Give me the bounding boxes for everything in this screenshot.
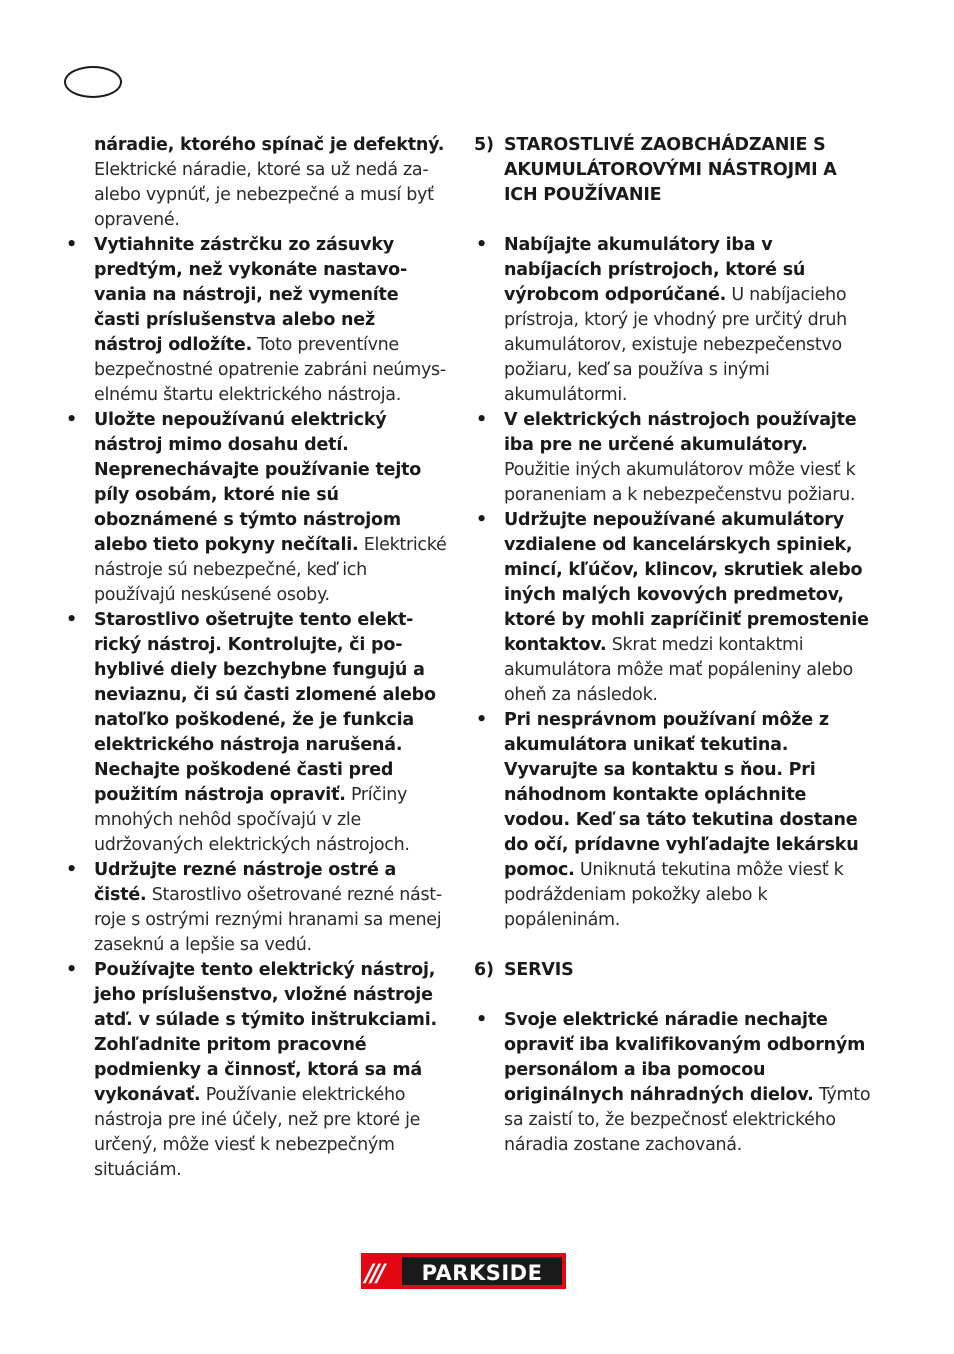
- body-text: Skrat medzi kontaktmi akumulátora môže mať popáleniny alebo oheň za následok.: [504, 635, 853, 705]
- bullet-item: [64, 608, 448, 858]
- bold-text: Používajte tento elektrický nástroj, jeho príslušenstvo, vložné nástroje atď. v súlade s týmito inštrukciami. Zohľadnite pritom pracovné podmienky a činnosť, ktorá sa má vykonávať.: [94, 960, 437, 1105]
- body-text: Príčiny mnohých nehôd spočívajú v zle udržovaných elektrických nástrojoch.: [94, 785, 410, 855]
- bullet-item: [474, 408, 874, 508]
- bold-text: Vytiahnite zástrčku zo zásuvky predtým, než vykonáte nastavovania na nástroji, než vymeníte časti príslušenstva alebo než nástroj odložíte.: [94, 235, 408, 355]
- body-text: Elektrické náradie, ktoré sa už nedá za- alebo vypnúť, je nebezpečné a musí byť opravené.: [94, 160, 434, 230]
- bullet-item: [64, 958, 448, 1183]
- bullet-item: [64, 858, 448, 958]
- bold-text: Svoje elektrické náradie nechajte opraviť iba kvalifikovaným odborným personálom a iba pomocou originálnych náhradných dielov.: [504, 1010, 866, 1105]
- bold-text: Pri nesprávnom používaní môže z akumulátora unikať tekutina. Vyvarujte sa kontaktu s ňou. Pri náhodnom kontakte opláchnite vodou. Keď sa táto tekutina dostane do očí, prídavne vyhľadajte lekársku pomoc.: [504, 710, 859, 880]
- bullet: •: [476, 235, 488, 255]
- bold-text: Udržujte nepoužívané akumulátory vzdialene od kancelárskych spiniek, mincí, kľúčov, klincov, skrutiek alebo iných malých kovových predmetov, ktoré by mohli zapríčiniť premostenie kontaktov.: [504, 510, 869, 655]
- language-badge: [64, 66, 122, 98]
- body-text: Elektrické nástroje sú nebezpečné, keď ich používajú neskúsené osoby.: [94, 535, 447, 605]
- bullet: •: [476, 510, 488, 530]
- section-heading: [474, 133, 874, 208]
- bullet: •: [66, 235, 78, 255]
- bullet: •: [66, 860, 78, 880]
- bullet-item: [474, 233, 874, 408]
- section-heading: [474, 958, 874, 983]
- bullet-item: [474, 508, 874, 708]
- bullet-item: [64, 408, 448, 608]
- paragraph: [64, 133, 448, 233]
- bold-text: Starostlivo ošetrujte tento elektrický nástroj. Kontrolujte, či pohyblivé diely bezchybne fungujú a neviaznu, či sú časti zlomené alebo natoľko poškodené, že je funkcia elektrického nástroja narušená. Nechajte poškodené časti pred použitím nástroja opraviť.: [94, 610, 436, 805]
- bullet: •: [66, 610, 78, 630]
- section-number: 5): [474, 135, 494, 155]
- spacer: [474, 208, 874, 233]
- bold-text: Uložte nepoužívanú elektrický nástroj mimo dosahu detí. Neprenechávajte používanie tejto píly osobám, ktoré nie sú oboznámené s týmto nástrojom alebo tieto pokyny nečítali.: [94, 410, 422, 555]
- body-text: Používanie elektrického nástroja pre iné účely, než pre ktoré je určený, môže viesť k nebezpečným situáciám.: [94, 1085, 421, 1180]
- svg-text:///: ///: [365, 1259, 383, 1287]
- spacer: [474, 983, 874, 1008]
- bullet-item: [474, 708, 874, 933]
- body-text: Použitie iných akumulátorov môže viesť k poraneniam a k nebezpečenstvu požiaru.: [504, 460, 856, 505]
- right-column: [474, 133, 874, 1158]
- bullet: •: [66, 410, 78, 430]
- bold-text: Nabíjajte akumulátory iba v nabíjacích prístrojoch, ktoré sú výrobcom odporúčané.: [504, 235, 806, 305]
- spacer: [474, 933, 874, 958]
- bullet: •: [66, 960, 78, 980]
- bullet: •: [476, 710, 488, 730]
- body-text: U nabíjacieho prístroja, ktorý je vhodný pre určitý druh akumulátorov, existuje nebezpečenstvo požiaru, keď sa používa s inými akumulátormi.: [504, 285, 847, 405]
- bold-text: V elektrických nástrojoch používajte iba pre ne určené akumulátory.: [504, 410, 857, 455]
- bullet: •: [476, 1010, 488, 1030]
- body-text: Toto preventívne bezpečnostné opatrenie zabráni neúmyselnému štartu elektrického nástroja.: [94, 335, 447, 405]
- parkside-logo: [361, 1253, 566, 1289]
- bold-text: Udržujte rezné nástroje ostré a čisté.: [94, 860, 397, 905]
- body-text: Týmto sa zaistí to, že bezpečnosť elektrického náradia zostane zachovaná.: [504, 1085, 871, 1155]
- bold-text: náradie, ktorého spínač je defektný.: [94, 135, 445, 155]
- left-column: [64, 133, 448, 1183]
- bullet-item: [64, 233, 448, 408]
- section-number: 6): [474, 960, 494, 980]
- body-text: Starostlivo ošetrované rezné nástroje s ostrými reznými hranami sa menej zaseknú a lepšie sa vedú.: [94, 885, 443, 955]
- body-text: Uniknutá tekutina môže viesť k podráždeniam pokožky alebo k popáleninám.: [504, 860, 844, 930]
- section-title: SERVIS: [504, 960, 574, 980]
- bullet: •: [476, 410, 488, 430]
- svg-text:PARKSIDE: PARKSIDE: [421, 1261, 543, 1285]
- bullet-item: [474, 1008, 874, 1158]
- section-title: STAROSTLIVÉ ZAOBCHÁDZANIE S AKUMULÁTOROVÝMI NÁSTROJMI A ICH POUŽÍVANIE: [504, 135, 837, 205]
